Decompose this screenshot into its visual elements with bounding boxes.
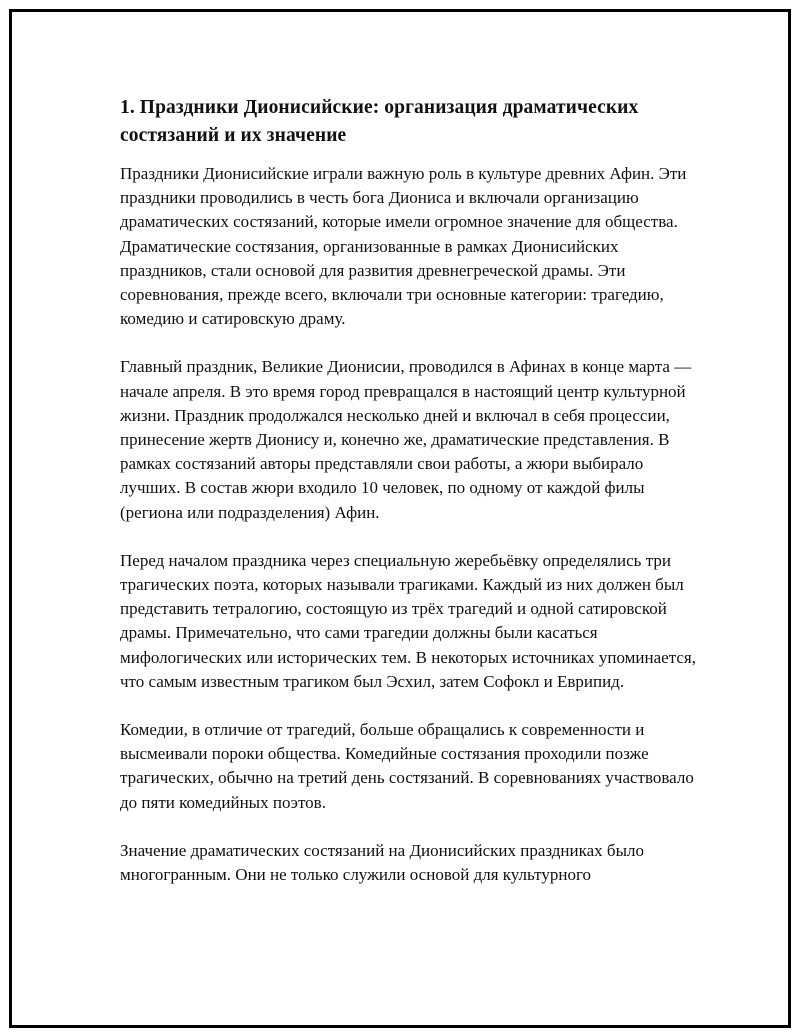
section-heading: 1. Праздники Дионисийские: организация драматических состязаний и их значение (120, 97, 639, 146)
paragraph-5: Значение драматических состязаний на Дионисийских праздниках было многогранным. Они не только служили основой для культурного (120, 840, 644, 885)
paragraph-4: Комедии, в отличие от трагедий, больше обращались к современности и высмеивали пороки общества. Комедийные состязания проходили позже трагических, обычно на третий день состязаний. В соревнованиях участвовало до пяти комедийных поэтов. (120, 720, 694, 812)
paragraph-2: Главный праздник, Великие Дионисии, проводился в Афинах в конце марта — начале апреля. В это время город превращался в настоящий центр культурной жизни. Праздник продолжался несколько дней и включал в себя процессии, принесение жертв Дионису и, конечно же, драматические представления. В рамках состязаний авторы представляли свои работы, а жюри выбирало лучших. В состав жюри входило 10 человек, по одному от каждой филы (региона или подразделения) Афин. (120, 357, 692, 522)
page-frame (9, 9, 791, 1028)
document-body (120, 94, 700, 911)
paragraph-1: Праздники Дионисийские играли важную роль в культуре древних Афин. Эти праздники проводились в честь бога Диониса и включали организацию драматических состязаний, которые имели огромное значение для общества. Драматические состязания, организованные в рамках Дионисийских праздников, стали основой для развития древнегреческой драмы. Эти соревнования, прежде всего, включали три основные категории: трагедию, комедию и сатировскую драму. (120, 164, 687, 329)
paragraph-3: Перед началом праздника через специальную жеребьёвку определялись три трагических поэта, которых называли трагиками. Каждый из них должен был представить тетралогию, состоящую из трёх трагедий и одной сатировской драмы. Примечательно, что сами трагедии должны были касаться мифологических или исторических тем. В некоторых источниках упоминается, что самым известным трагиком был Эсхил, затем Софокл и Еврипид. (120, 550, 696, 691)
